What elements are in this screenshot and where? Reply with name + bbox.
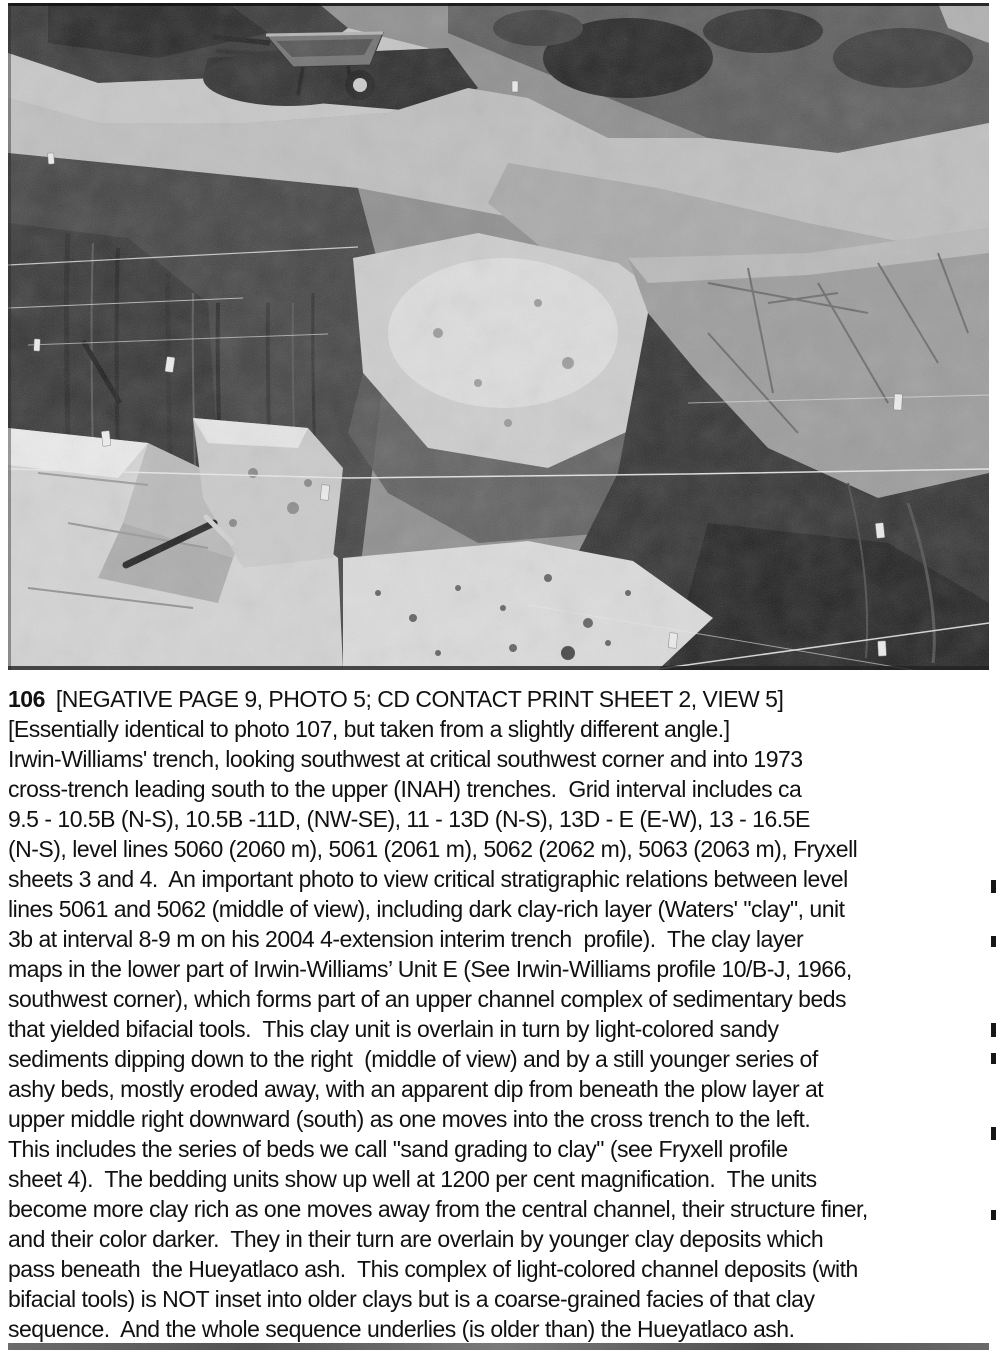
caption-line: bifacial tools) is NOT inset into older clays but is a coarse-grained facies of that clay bbox=[8, 1286, 815, 1312]
caption-line: sheet 4). The bedding units show up well at 1200 per cent magnification. The units bbox=[8, 1166, 817, 1192]
photo-top-edge bbox=[8, 3, 989, 6]
caption-line: and their color darker. They in their turn are overlain by younger clay deposits which bbox=[8, 1226, 824, 1252]
caption-line: pass beneath the Hueyatlaco ash. This complex of light-colored channel deposits (with bbox=[8, 1256, 858, 1282]
caption-line: This includes the series of beds we call "sand grading to clay" (see Fryxell profile bbox=[8, 1136, 788, 1162]
photo-caption bbox=[8, 684, 994, 1344]
photo-106 bbox=[8, 3, 989, 670]
caption-line: cross-trench leading south to the upper (INAH) trenches. Grid interval includes ca bbox=[8, 776, 802, 802]
scan-artifact-mark bbox=[991, 1053, 996, 1064]
caption-line: lines 5061 and 5062 (middle of view), including dark clay-rich layer (Waters' "clay", unit bbox=[8, 896, 845, 922]
caption-line: sediments dipping down to the right (middle of view) and by a still younger series of bbox=[8, 1046, 818, 1072]
photo-bottom-edge bbox=[8, 666, 989, 670]
scan-artifact-mark bbox=[991, 880, 996, 893]
scan-artifact-mark bbox=[991, 1023, 996, 1037]
next-photo-edge bbox=[8, 1343, 989, 1350]
photo-left-edge bbox=[8, 3, 11, 670]
caption-line: (N-S), level lines 5060 (2060 m), 5061 (2061 m), 5062 (2062 m), 5063 (2063 m), Fryxell bbox=[8, 836, 858, 862]
caption-line: sheets 3 and 4. An important photo to view critical stratigraphic relations between level bbox=[8, 866, 848, 892]
caption-line: upper middle right downward (south) as one moves into the cross trench to the left. bbox=[8, 1106, 811, 1132]
caption-line: 9.5 - 10.5B (N-S), 10.5B -11D, (NW-SE), 11 - 13D (N-S), 13D - E (E-W), 13 - 16.5E bbox=[8, 806, 810, 832]
caption-line: [Essentially identical to photo 107, but taken from a slightly different angle.] bbox=[8, 716, 730, 742]
caption-line: southwest corner), which forms part of an upper channel complex of sedimentary beds bbox=[8, 986, 847, 1012]
scan-artifact-mark bbox=[991, 1127, 996, 1140]
caption-line: sequence. And the whole sequence underlies (is older than) the Hueyatlaco ash. bbox=[8, 1316, 795, 1342]
caption-line: Irwin-Williams' trench, looking southwest at critical southwest corner and into 1973 bbox=[8, 746, 803, 772]
caption-line: 3b at interval 8-9 m on his 2004 4-extension interim trench profile). The clay layer bbox=[8, 926, 804, 952]
caption-line bbox=[8, 684, 994, 714]
photo-number: 106 bbox=[8, 686, 45, 712]
scan-artifact-mark bbox=[991, 1210, 996, 1220]
caption-line: maps in the lower part of Irwin-Williams’ Unit E (See Irwin-Williams profile 10/B-J, 1966, bbox=[8, 956, 852, 982]
caption-line: that yielded bifacial tools. This clay unit is overlain in turn by light-colored sandy bbox=[8, 1016, 779, 1042]
caption-line: become more clay rich as one moves away from the central channel, their structure finer, bbox=[8, 1196, 868, 1222]
excavation-photo bbox=[8, 3, 989, 670]
caption-line: ashy beds, mostly eroded away, with an apparent dip from beneath the plow layer at bbox=[8, 1076, 824, 1102]
caption-line-text: [NEGATIVE PAGE 9, PHOTO 5; CD CONTACT PRINT SHEET 2, VIEW 5] bbox=[55, 686, 784, 712]
film-grain bbox=[8, 3, 989, 670]
scan-artifact-mark bbox=[991, 936, 996, 947]
